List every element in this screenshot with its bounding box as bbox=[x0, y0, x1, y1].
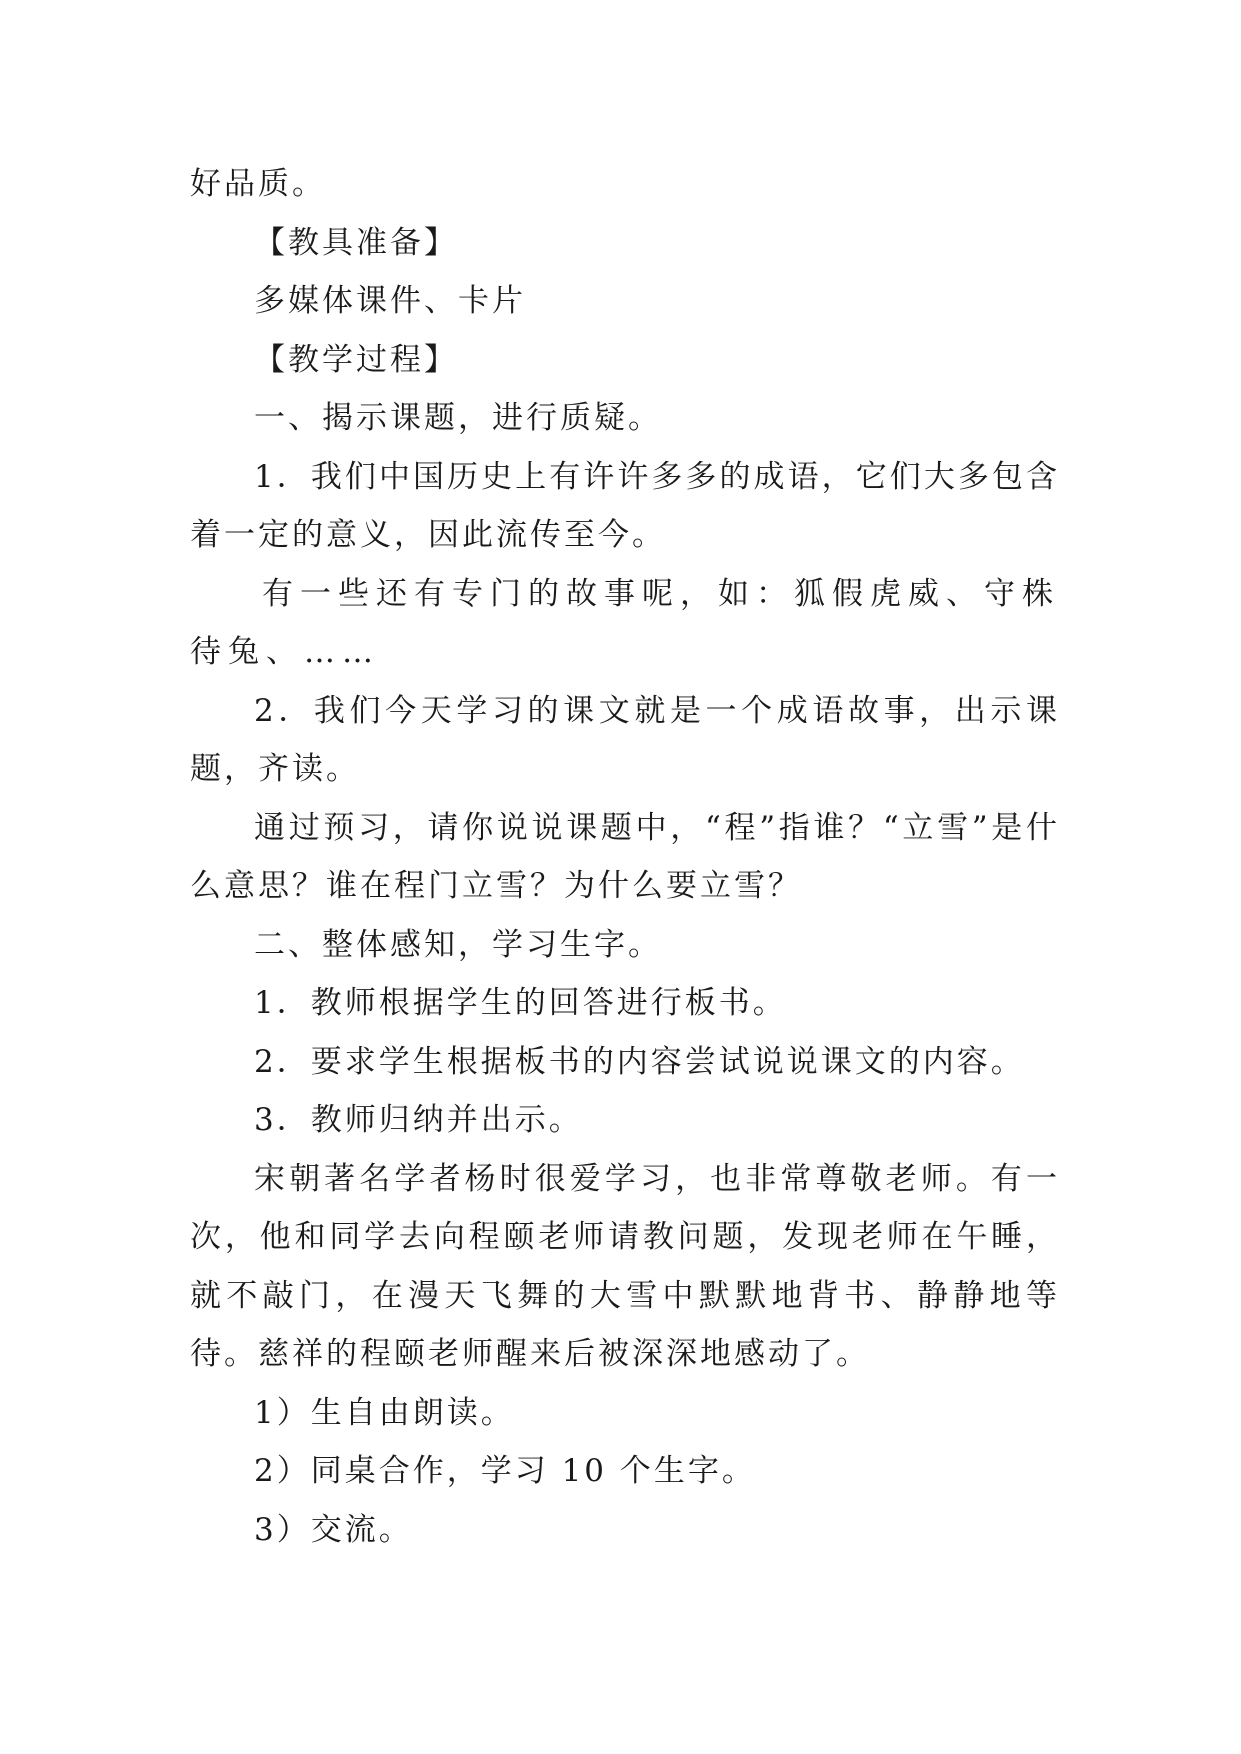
paragraph-teaching-aids: 多媒体课件、卡片 bbox=[254, 283, 526, 319]
sub-list-item: 3）交流。 bbox=[254, 1511, 413, 1548]
paragraph-idioms: 有一些还有专门的故事呢，如：狐假虎威、守株待兔、…… bbox=[190, 575, 1060, 670]
list-item: 3．教师归纳并出示。 bbox=[254, 1102, 583, 1138]
sub-list-item: 2）同桌合作，学习 10 个生字。 bbox=[254, 1453, 756, 1489]
paragraph-story: 宋朝著名学者杨时很爱学习，也非常尊敬老师。有一次，他和同学去向程颐老师请教问题，发现老师在午睡，就不敲门，在漫天飞舞的大雪中默默地背书、静静地等待。慈祥的程颐老师醒来后被深深地感动了。 bbox=[190, 1160, 1060, 1372]
paragraph-questions: 通过预习，请你说说课题中，“程”指谁？“立雪”是什么意思？谁在程门立雪？为什么要立雪？ bbox=[190, 809, 1060, 904]
section-heading-1: 一、揭示课题，进行质疑。 bbox=[254, 400, 662, 436]
sub-list-item: 1）生自由朗读。 bbox=[254, 1394, 515, 1431]
heading-teaching-aids: 【教具准备】 bbox=[254, 224, 458, 261]
heading-teaching-process: 【教学过程】 bbox=[254, 341, 458, 378]
list-item: 1．教师根据学生的回答进行板书。 bbox=[254, 985, 787, 1021]
section-heading-2: 二、整体感知，学习生字。 bbox=[254, 926, 662, 963]
list-item: 2．要求学生根据板书的内容尝试说说课文的内容。 bbox=[254, 1043, 1025, 1080]
list-item: 2．我们今天学习的课文就是一个成语故事，出示课题，齐读。 bbox=[190, 692, 1060, 787]
paragraph-continuation: 好品质。 bbox=[190, 166, 326, 202]
list-item: 1．我们中国历史上有许许多多的成语，它们大多包含着一定的意义，因此流传至今。 bbox=[190, 458, 1060, 553]
document-body bbox=[190, 155, 1060, 1559]
